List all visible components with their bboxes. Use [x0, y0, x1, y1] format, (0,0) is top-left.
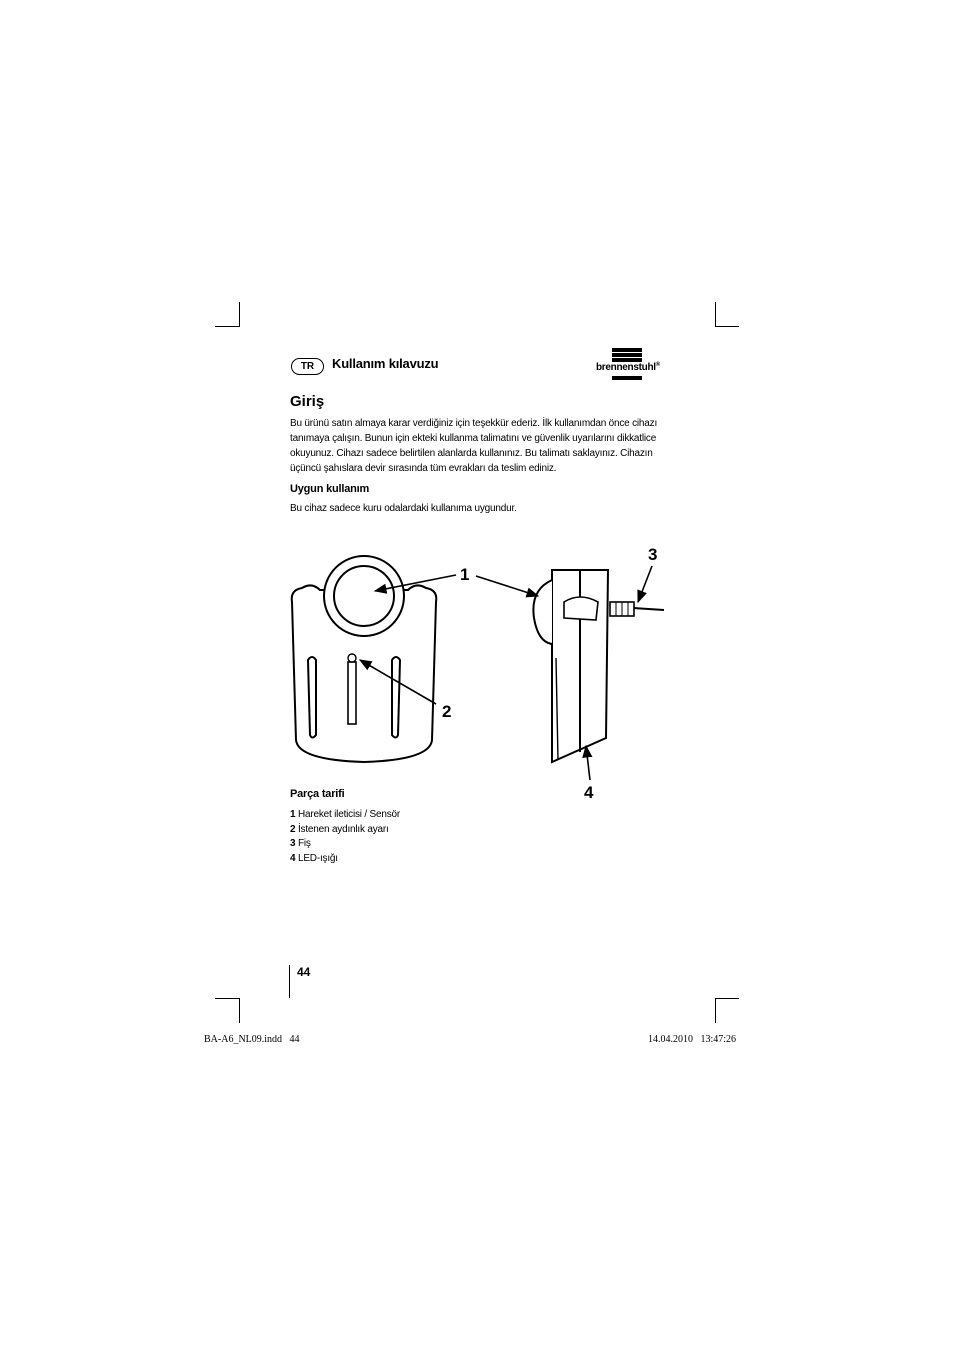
page-number-rule [289, 965, 290, 998]
parts-item: 3 Fiş [290, 838, 311, 849]
brand-name: brennenstuhl [596, 362, 656, 373]
crop-mark [215, 998, 240, 999]
side-view [533, 570, 664, 762]
intro-line: üçüncü şahıslara devir sırasında tüm evrakları da teslim ediniz. [290, 463, 557, 474]
parts-list [290, 808, 400, 866]
manual-title: Kullanım kılavuzu [332, 356, 439, 371]
crop-mark [715, 998, 739, 999]
crop-mark [239, 302, 240, 327]
brand-logo [596, 348, 670, 382]
crop-mark [215, 326, 240, 327]
intro-heading: Giriş [290, 393, 325, 410]
crop-mark [715, 302, 716, 327]
brand-mark: ® [655, 362, 660, 368]
front-view [292, 556, 437, 762]
callout-4: 4 [584, 783, 594, 802]
crop-mark [239, 998, 240, 1023]
crop-mark [715, 998, 716, 1023]
intro-paragraph [290, 416, 670, 476]
intended-use-text: Bu cihaz sadece kuru odalardaki kullanıma uygundur. [290, 503, 517, 514]
intro-line: tanımaya çalışın. Bunun için ekteki kullanma talimatını ve güvenlik uyarılarını dikkatlice [290, 433, 657, 444]
crop-mark [715, 326, 739, 327]
language-badge: TR [291, 358, 324, 375]
parts-heading: Parça tarifi [290, 788, 345, 800]
parts-item: 4 LED-ışığı [290, 852, 338, 864]
callout-2: 2 [442, 702, 452, 721]
intro-line: okuyunuz. Cihazı sadece belirtilen alanlarda kullanınız. Bu talimatı saklayınız. Cihazın [290, 448, 653, 459]
device-diagram [280, 540, 680, 805]
parts-item: 1 Hareket ileticisi / Sensör [290, 809, 401, 820]
slug-filename: BA-A6_NL09.indd 44 [204, 1034, 300, 1045]
page-number: 44 [297, 965, 311, 979]
callout-3: 3 [648, 545, 658, 564]
intro-line: Bu ürünü satın almaya karar verdiğiniz için teşekkür ederiz. İlk kullanımdan önce cihazı [290, 418, 658, 429]
slug-timestamp: 14.04.2010 13:47:26 [648, 1034, 737, 1045]
intended-use-heading: Uygun kullanım [290, 483, 370, 495]
callout-1: 1 [460, 565, 470, 584]
parts-item: 2 İstenen aydınlık ayarı [290, 823, 389, 835]
